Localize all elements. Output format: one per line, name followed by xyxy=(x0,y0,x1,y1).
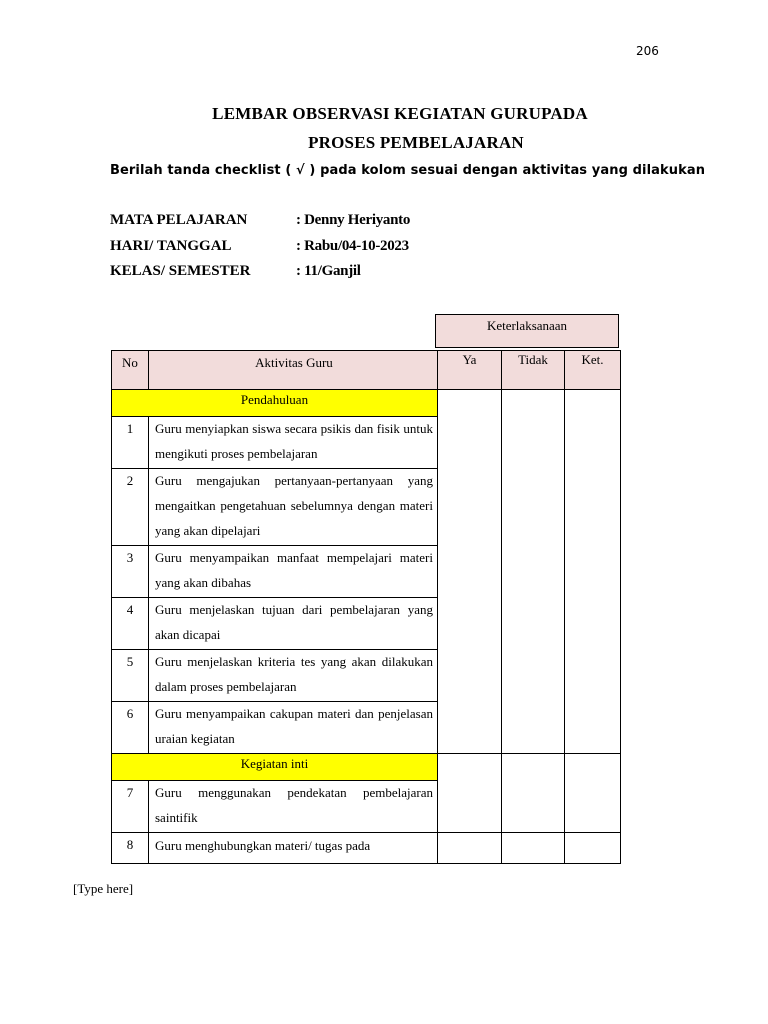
row-activity xyxy=(149,546,438,598)
row-activity-text: Guru menghubungkan materi/ tugas pada xyxy=(155,838,371,853)
check-cell-ya[interactable] xyxy=(438,833,502,864)
row-number: 6 xyxy=(112,702,149,754)
page-number: 206 xyxy=(636,44,659,58)
table-header-row xyxy=(112,351,621,390)
row-activity-text: Guru menyiapkan siswa secara psikis dan fisik untuk mengikuti proses pembelajaran xyxy=(155,421,433,461)
row-activity-text: Guru menyampaikan manfaat mempelajari materi yang akan dibahas xyxy=(155,550,433,590)
check-cell-ket[interactable] xyxy=(565,754,621,833)
row-activity-text: Guru menjelaskan tujuan dari pembelajaran yang akan dicapai xyxy=(155,602,433,642)
meta-value: : 11/Ganjil xyxy=(296,263,361,279)
document-title-line-1: LEMBAR OBSERVASI KEGIATAN GURUPADA xyxy=(212,104,588,123)
row-activity xyxy=(149,702,438,754)
row-activity-text: Guru mengajukan pertanyaan-pertanyaan yang mengaitkan pengetahuan sebelumnya dengan materi yang akan dipelajari xyxy=(155,473,433,538)
row-number: 4 xyxy=(112,598,149,650)
meta-value: : Rabu/04-10-2023 xyxy=(296,238,409,254)
row-activity xyxy=(149,833,438,864)
meta-label: HARI/ TANGGAL xyxy=(110,238,232,254)
header-tidak: Tidak xyxy=(502,351,565,390)
check-cell-tidak[interactable] xyxy=(502,754,565,833)
meta-value: : Denny Heriyanto xyxy=(296,212,411,228)
row-activity xyxy=(149,417,438,469)
row-number: 3 xyxy=(112,546,149,598)
check-cell-ket[interactable] xyxy=(565,390,621,754)
section-pendahuluan: Pendahuluan xyxy=(112,390,438,417)
header-activity: Aktivitas Guru xyxy=(149,351,438,390)
row-activity-text: Guru menjelaskan kriteria tes yang akan dilakukan dalam proses pembelajaran xyxy=(155,654,433,694)
check-cell-ya[interactable] xyxy=(438,754,502,833)
meta-label: KELAS/ SEMESTER xyxy=(110,263,251,279)
keterlaksanaan-header: Keterlaksanaan xyxy=(435,314,619,348)
row-activity xyxy=(149,650,438,702)
instruction-text: Berilah tanda checklist ( √ ) pada kolom sesuai dengan aktivitas yang dilakukan xyxy=(110,163,706,178)
row-number: 1 xyxy=(112,417,149,469)
section-row-pendahuluan xyxy=(112,390,621,417)
row-activity xyxy=(149,781,438,833)
check-cell-tidak[interactable] xyxy=(502,390,565,754)
section-row-inti xyxy=(112,754,621,781)
row-number: 2 xyxy=(112,469,149,546)
row-activity-text: Guru menyampaikan cakupan materi dan penjelasan uraian kegiatan xyxy=(155,706,433,746)
header-ket: Ket. xyxy=(565,351,621,390)
row-activity xyxy=(149,598,438,650)
meta-label: MATA PELAJARAN xyxy=(110,212,248,228)
row-activity xyxy=(149,469,438,546)
observation-table xyxy=(111,350,621,864)
check-cell-ket[interactable] xyxy=(565,833,621,864)
section-kegiatan-inti: Kegiatan inti xyxy=(112,754,438,781)
check-cell-ya[interactable] xyxy=(438,390,502,754)
table-row xyxy=(112,833,621,864)
row-number: 7 xyxy=(112,781,149,833)
footer-placeholder: [Type here] xyxy=(73,881,134,896)
row-number: 8 xyxy=(112,833,149,864)
row-number: 5 xyxy=(112,650,149,702)
check-cell-tidak[interactable] xyxy=(502,833,565,864)
row-activity-text: Guru menggunakan pendekatan pembelajaran saintifik xyxy=(155,785,433,825)
document-title-line-2: PROSES PEMBELAJARAN xyxy=(308,133,524,152)
header-ya: Ya xyxy=(438,351,502,390)
header-no: No xyxy=(112,351,149,390)
